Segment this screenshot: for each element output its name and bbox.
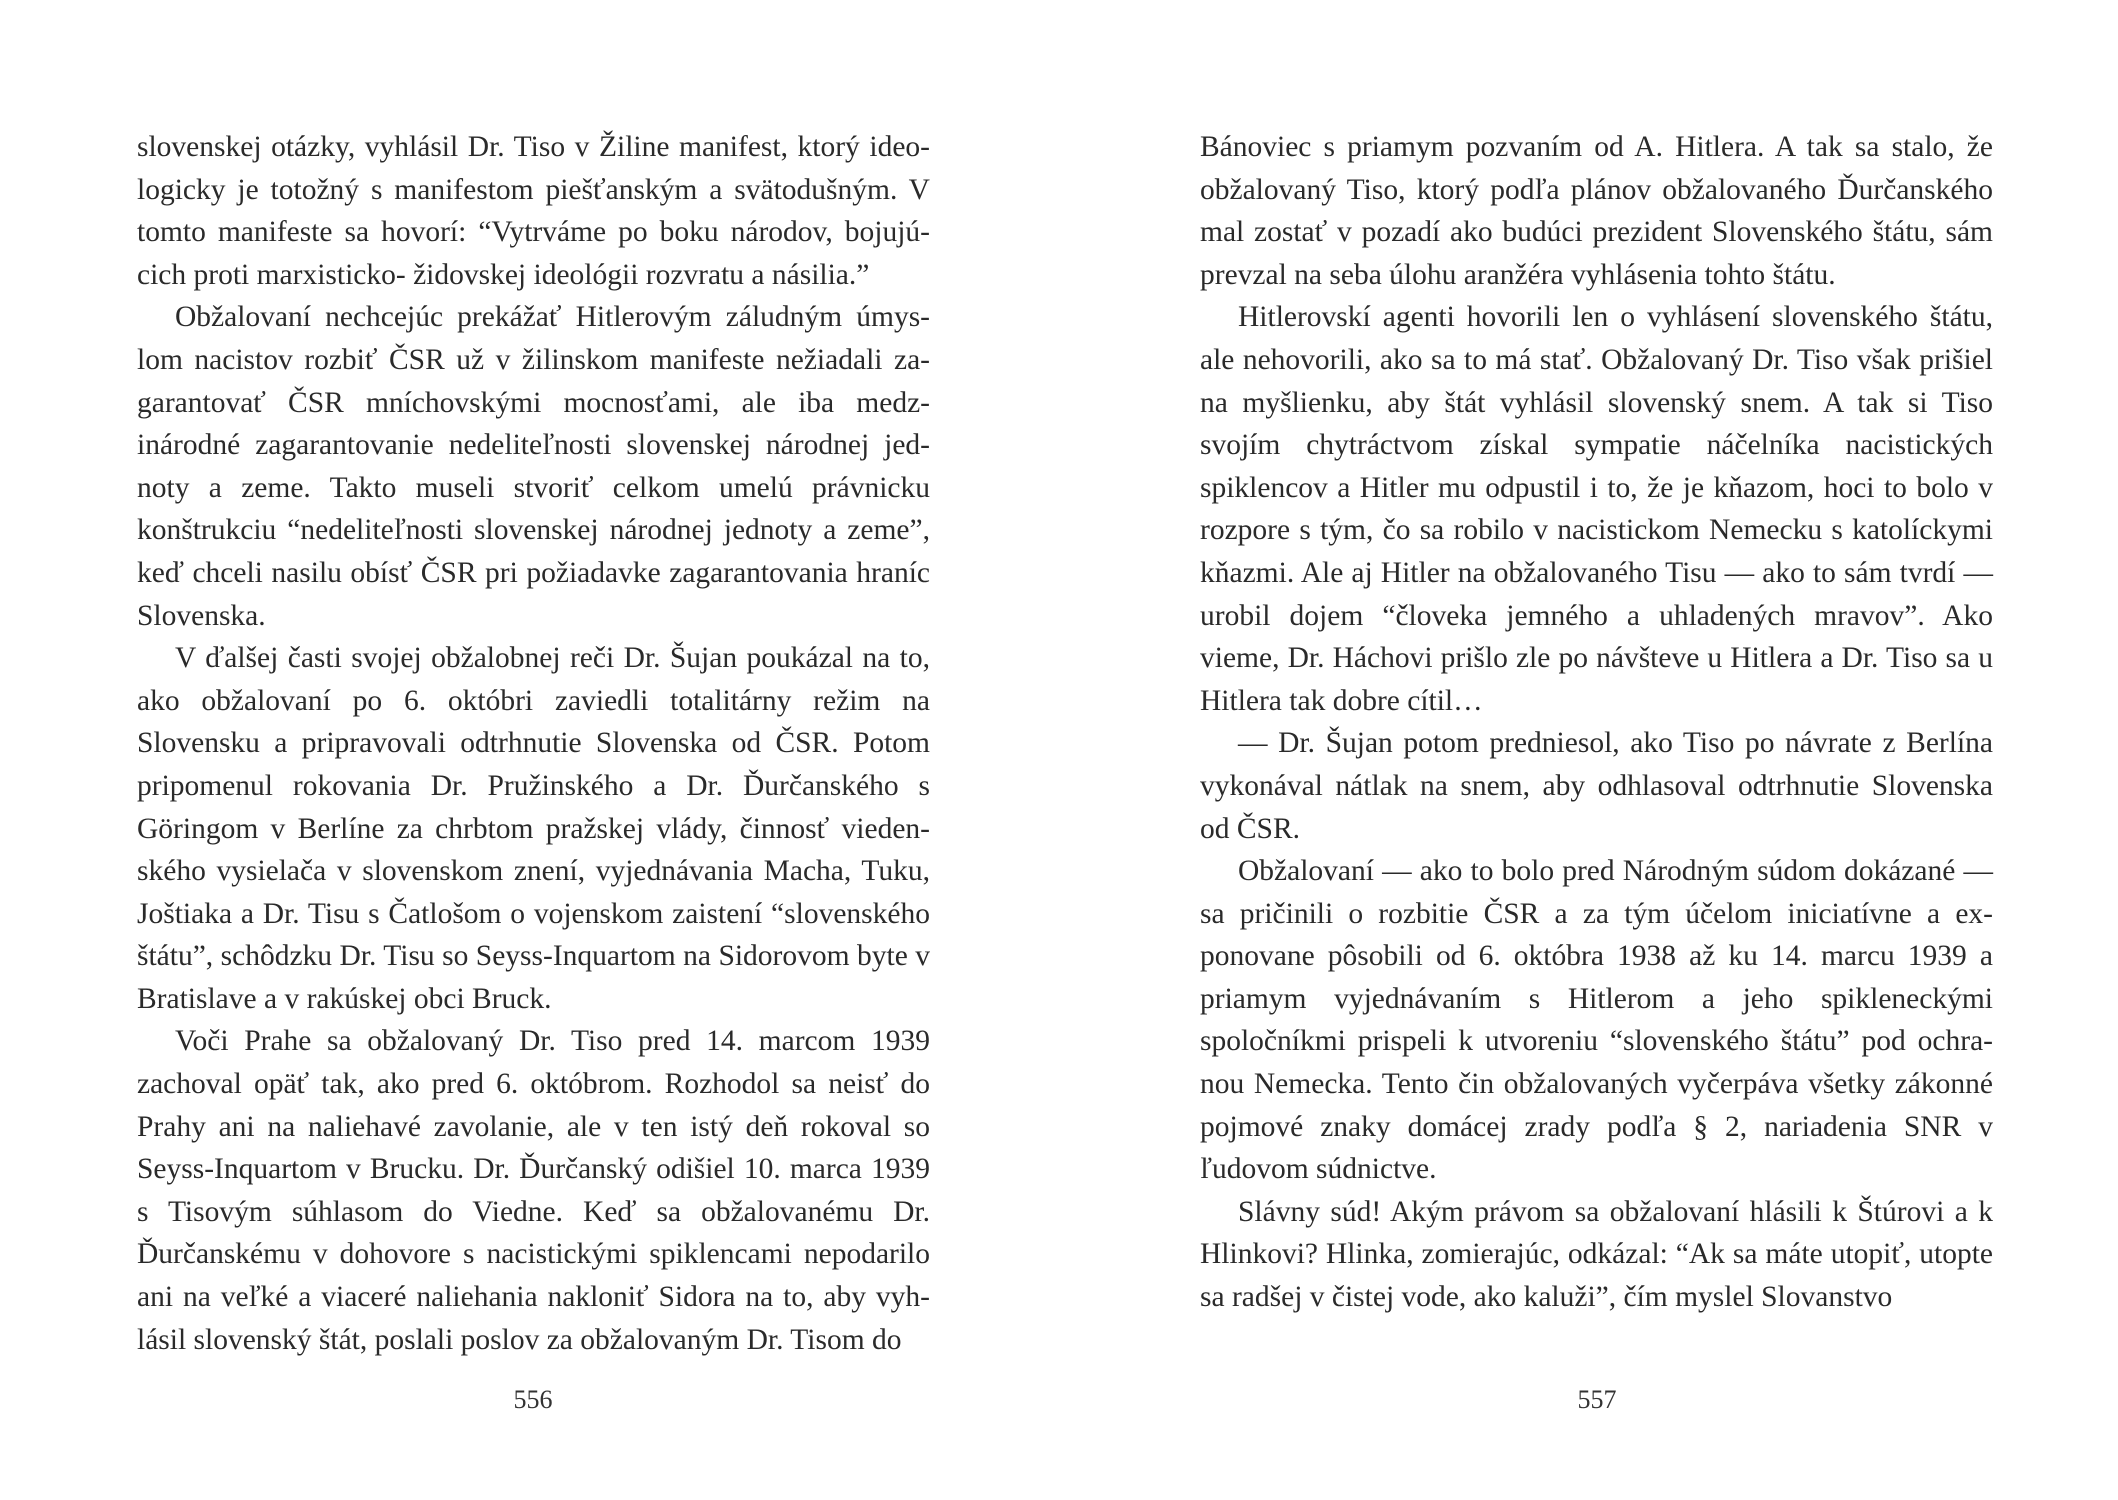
right-page-text bbox=[1200, 126, 1993, 1319]
paragraph: Obžalovaní — ako to bolo pred Národným súdom dokázané — sa pričinili o rozbitie ČSR a za tým účelom iniciatívne a exponovane pôsobili od 6. októbra 1938 až ku 14. marcu 1939 a priamym vyjednávaním s Hitlerom a jeho spikleneckými spoločníkmi prispeli k utvoreniu “slovenského štátu” pod ochranou Nemecka. Tento čin obžalovaných vyčerpáva všetky zákonné pojmové znaky domácej zrady podľa § 2, nariadenia SNR v ľudovom súdnictve. bbox=[1200, 855, 1993, 1186]
paragraph: Obžalovaní nechcejúc prekážať Hitlerovým záludným úmyslom nacistov rozbiť ČSR už v žilinskom manifeste nežiadali zagarantovať ČSR mníchovskými mocnosťami, ale iba medzinárodné zagarantovanie nedeliteľnosti slovenskej národnej jednoty a zeme. Takto museli stvoriť celkom umelú právnicku konštrukciu “nedeliteľnosti slovenskej národnej jednoty a zeme”, keď chceli nasilu obísť ČSR pri požiadavke zagarantovania hraníc Slovenska. bbox=[137, 301, 930, 632]
paragraph: Slávny súd! Akým právom sa obžalovaní hlásili k Štúrovi a k Hlinkovi? Hlinka, zomierajúc, odkázal: “Ak sa máte utopiť, utopte sa radšej v čistej vode, ako kaluži”, čím myslel Slovanstvo bbox=[1200, 1195, 1993, 1314]
paragraph: — Dr. Šujan potom predniesol, ako Tiso po návrate z Berlína vykonával nátlak na snem, aby odhlasoval odtrhnutie Slovenska od ČSR. bbox=[1200, 727, 1993, 845]
paragraph: Hitlerovskí agenti hovorili len o vyhlásení slovenského štátu, ale nehovorili, ako sa to má stať. Obžalovaný Dr. Tiso však prišiel na myšlienku, aby štát vyhlásil slovenský snem. A tak si Tiso svojím chytráctvom získal sympatie náčelníka nacistických spiklencov a Hitler mu odpustil i to, že je kňazom, hoci to bolo v rozpore s tým, čo sa robilo v nacistickom Nemecku s katolíckymi kňazmi. Ale aj Hitler na obžalovaného Tisu — ako to sám tvrdí — urobil dojem “človeka jemného a uhladených mravov”. Ako vieme, Dr. Háchovi prišlo zle po návšteve u Hitlera a Dr. Tiso sa u Hitlera tak dobre cítil… bbox=[1200, 301, 1993, 717]
left-page-text bbox=[137, 126, 930, 1361]
right-page bbox=[1059, 0, 2118, 1500]
paragraph: Bánoviec s priamym pozvaním od A. Hitlera. A tak sa stalo, že obžalovaný Tiso, ktorý podľa plánov obžalovaného Ďurčanského mal zostať v pozadí ako budúci prezident Slovenského štátu, sám prevzal na seba úlohu aranžéra vyhlásenia tohto štátu. bbox=[1200, 131, 1993, 291]
paragraph: V ďalšej časti svojej obžalobnej reči Dr. Šujan poukázal na to, ako obžalovaní po 6. októbri zaviedli totalitárny režim na Slovensku a pripravovali odtrhnutie Slovenska od ČSR. Potom pripomenul rokovania Dr. Pružinského a Dr. Ďurčanského s Göringom v Berlíne za chrbtom pražskej vlády, činnosť viedenského vysielača v slovenskom znení, vyjednávania Macha, Tuku, Joštiaka a Dr. Tisu s Čatlošom o vojenskom zaistení “slovenského štátu”, schôdzku Dr. Tisu so Seyss-Inquartom na Sidorovom byte v Bratislave a v rakúskej obci Bruck. bbox=[137, 642, 930, 1015]
paragraph: slovenskej otázky, vyhlásil Dr. Tiso v Žiline manifest, ktorý ideologicky je totožný s manifestom piešťanským a svätodušným. V tomto manifeste sa hovorí: “Vytrváme po boku národov, bojujúcich proti marxisticko- židovskej ideológii rozvratu a násilia.” bbox=[137, 131, 930, 291]
page-number: 557 bbox=[1577, 1385, 1617, 1414]
page-number: 556 bbox=[513, 1385, 553, 1414]
paragraph: Voči Prahe sa obžalovaný Dr. Tiso pred 14. marcom 1939 zachoval opäť tak, ako pred 6. októbrom. Rozhodol sa neisť do Prahy ani na naliehavé zavolanie, ale v ten istý deň rokoval so Seyss-Inquartom v Brucku. Dr. Ďurčanský odišiel 10. marca 1939 s Tisovým súhlasom do Viedne. Keď sa obžalovanému Dr. Ďurčanskému v dohovore s nacistickými spiklencami nepodarilo ani na veľké a viaceré naliehania nakloniť Sidora na to, aby vyhlásil slovenský štát, poslali poslov za obžalovaným Dr. Tisom do bbox=[137, 1025, 930, 1356]
